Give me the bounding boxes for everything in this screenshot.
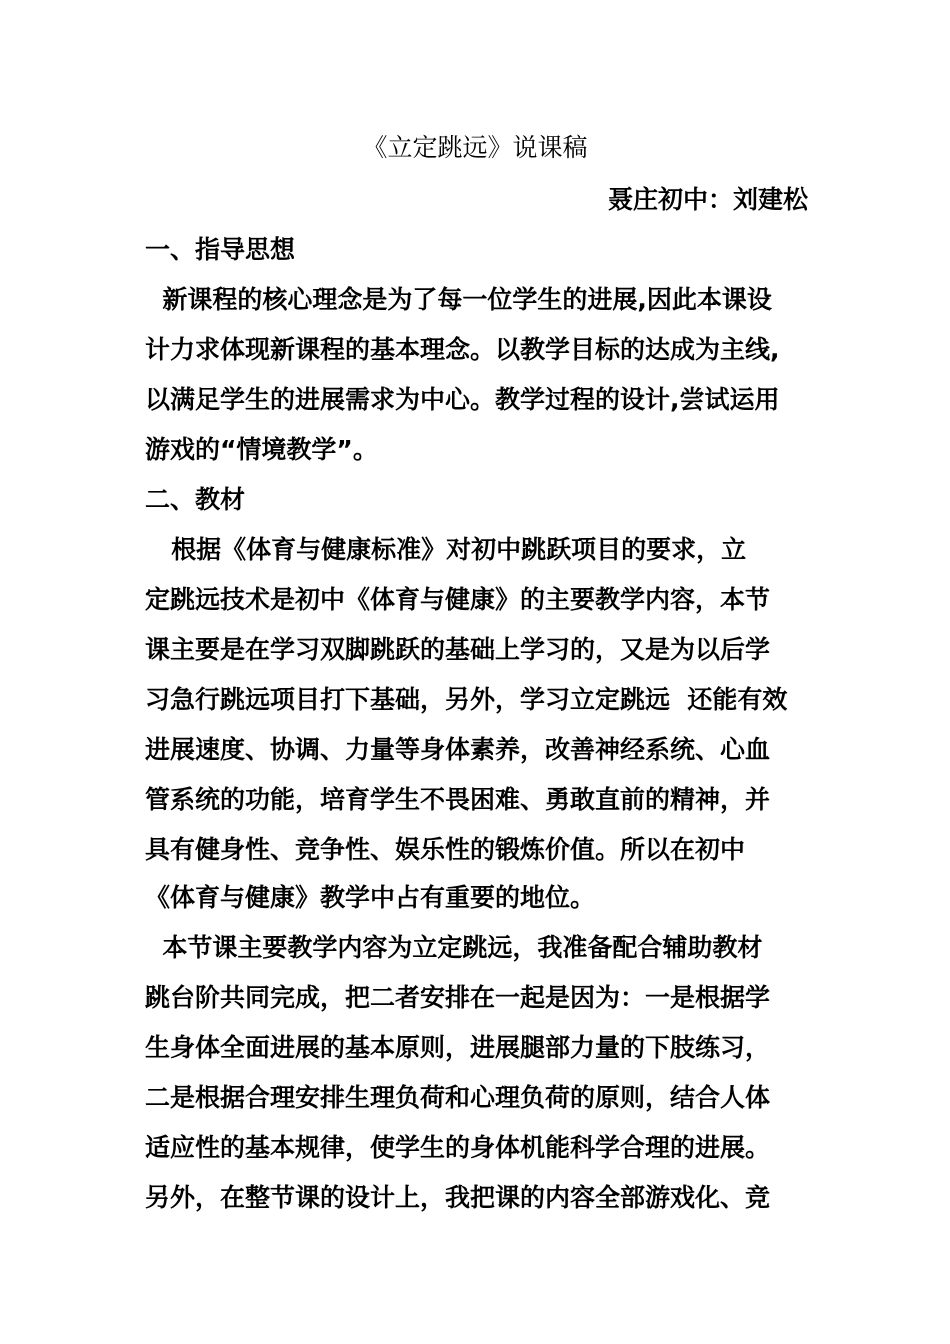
document-title: 《立定跳远》说课稿 — [362, 133, 588, 162]
paragraph-line: 另外，在整节课的设计上，我把课的内容全部游戏化、竞 — [145, 1183, 771, 1212]
paragraph-line: 计力求体现新课程的基本理念。以教学目标的达成为主线, — [145, 335, 780, 364]
paragraph-line: 根据《体育与健康标准》对初中跳跃项目的要求，立 — [145, 535, 747, 564]
paragraph-line: 进展速度、协调、力量等身体素养，改善神经系统、心血 — [145, 735, 771, 764]
paragraph-line: 课主要是在学习双脚跳跃的基础上学习的，又是为以后学 — [145, 635, 771, 664]
paragraph-line: 生身体全面进展的基本原则，进展腿部力量的下肢练习， — [145, 1033, 771, 1062]
paragraph-line: 本节课主要教学内容为立定跳远，我准备配合辅助教材 — [145, 933, 763, 962]
paragraph-line: 习急行跳远项目打下基础，另外，学习立定跳远 还能有效 — [145, 685, 788, 714]
section-heading-guiding-thought: 一、指导思想 — [145, 235, 296, 264]
section-heading-teaching-material: 二、教材 — [145, 485, 246, 514]
paragraph-line: 管系统的功能，培育学生不畏困难、勇敢直前的精神，并 — [145, 785, 771, 814]
paragraph-line: 具有健身性、竞争性、娱乐性的锻炼价值。所以在初中 — [145, 835, 746, 864]
paragraph-line: 《体育与健康》教学中占有重要的地位。 — [145, 883, 596, 912]
paragraph-line: 适应性的基本规律，使学生的身体机能科学合理的进展。 — [145, 1133, 771, 1162]
paragraph-line: 以满足学生的进展需求为中心。教学过程的设计,尝试运用 — [145, 385, 780, 414]
paragraph-line: 二是根据合理安排生理负荷和心理负荷的原则，结合人体 — [145, 1083, 771, 1112]
document-author: 聂庄初中：刘建松 — [607, 185, 808, 214]
paragraph-line: 新课程的核心理念是为了每一位学生的进展,因此本课设 — [145, 285, 772, 314]
paragraph-line: 定跳远技术是初中《体育与健康》的主要教学内容，本节 — [145, 585, 771, 614]
paragraph-line: 游戏的“情境教学”。 — [145, 435, 378, 464]
paragraph-line: 跳台阶共同完成，把二者安排在一起是因为：一是根据学 — [145, 983, 771, 1012]
